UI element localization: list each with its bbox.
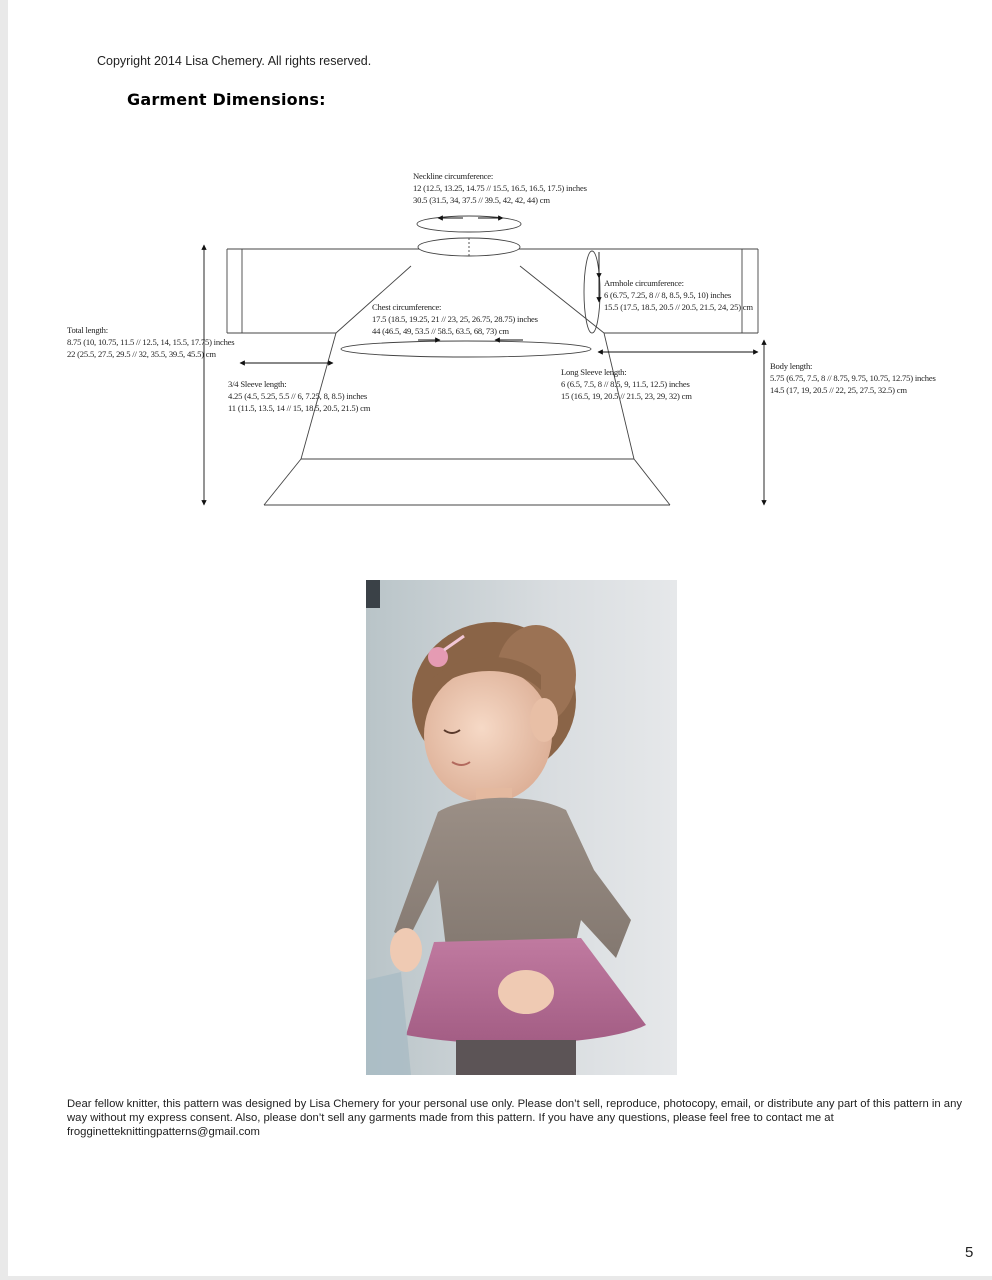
child-photo-illustration	[366, 580, 677, 1075]
long-sleeve-label: Long Sleeve length: 6 (6.5, 7.5, 8 // 8.5, 9, 11.5, 12.5) inches 15 (16.5, 19, 20.5 // 21.5, 23, 29, 32) cm	[561, 367, 692, 401]
page-number: 5	[965, 1244, 974, 1261]
copyright-notice: Copyright 2014 Lisa Chemery. All rights reserved.	[97, 54, 372, 68]
sleeve-34-label: 3/4 Sleeve length: 4.25 (4.5, 5.25, 5.5 // 6, 7.25, 8, 8.5) inches 11 (11.5, 13.5, 14 // 15, 18.5, 20.5, 21.5) cm	[228, 379, 371, 413]
armhole-label: Armhole circumference: 6 (6.75, 7.25, 8 // 8, 8.5, 9.5, 10) inches 15.5 (17.5, 18.5, 20.5 // 20.5, 21.5, 24, 25) cm	[604, 278, 753, 312]
copyright-footer: Dear fellow knitter, this pattern was designed by Lisa Chemery for your personal use only. Please don’t sell, reproduce, photocopy, email, or distribute any part of this pattern in any way without my express consent. Also, please don’t sell any garments made from this pattern. If you have any questions, please feel free to contact me at frogginetteknittingpatterns@gmail.com	[67, 1098, 963, 1138]
garment-photo	[366, 580, 677, 1075]
body-length-label: Body length: 5.75 (6.75, 7.5, 8 // 8.75, 9.75, 10.75, 12.75) inches 14.5 (17, 19, 20.5 // 22, 25, 27.5, 32.5) cm	[770, 361, 936, 395]
chest-ellipse	[341, 341, 591, 357]
skirt-right-side	[634, 459, 670, 505]
neckline-guide-ellipse	[417, 216, 521, 232]
page-title: Garment Dimensions:	[127, 90, 326, 109]
garment-schematic	[8, 160, 992, 520]
document-page	[8, 0, 992, 1276]
armhole-ellipse	[584, 251, 600, 333]
total-length-label: Total length: 8.75 (10, 10.75, 11.5 // 12.5, 14, 15.5, 17.75) inches 22 (25.5, 27.5, 29.5 // 32, 35.5, 39.5, 45.5) cm	[67, 325, 235, 359]
neckline-label: Neckline circumference: 12 (12.5, 13.25, 14.75 // 15.5, 16.5, 16.5, 17.5) inches 30.5 (31.5, 34, 37.5 // 39.5, 42, 42, 44) cm	[413, 171, 587, 205]
chest-label: Chest circumference: 17.5 (18.5, 19.25, 21 // 23, 25, 26.75, 28.75) inches 44 (46.5, 49, 53.5 // 58.5, 63.5, 68, 73) cm	[372, 302, 538, 336]
skirt-left-side	[264, 459, 301, 505]
